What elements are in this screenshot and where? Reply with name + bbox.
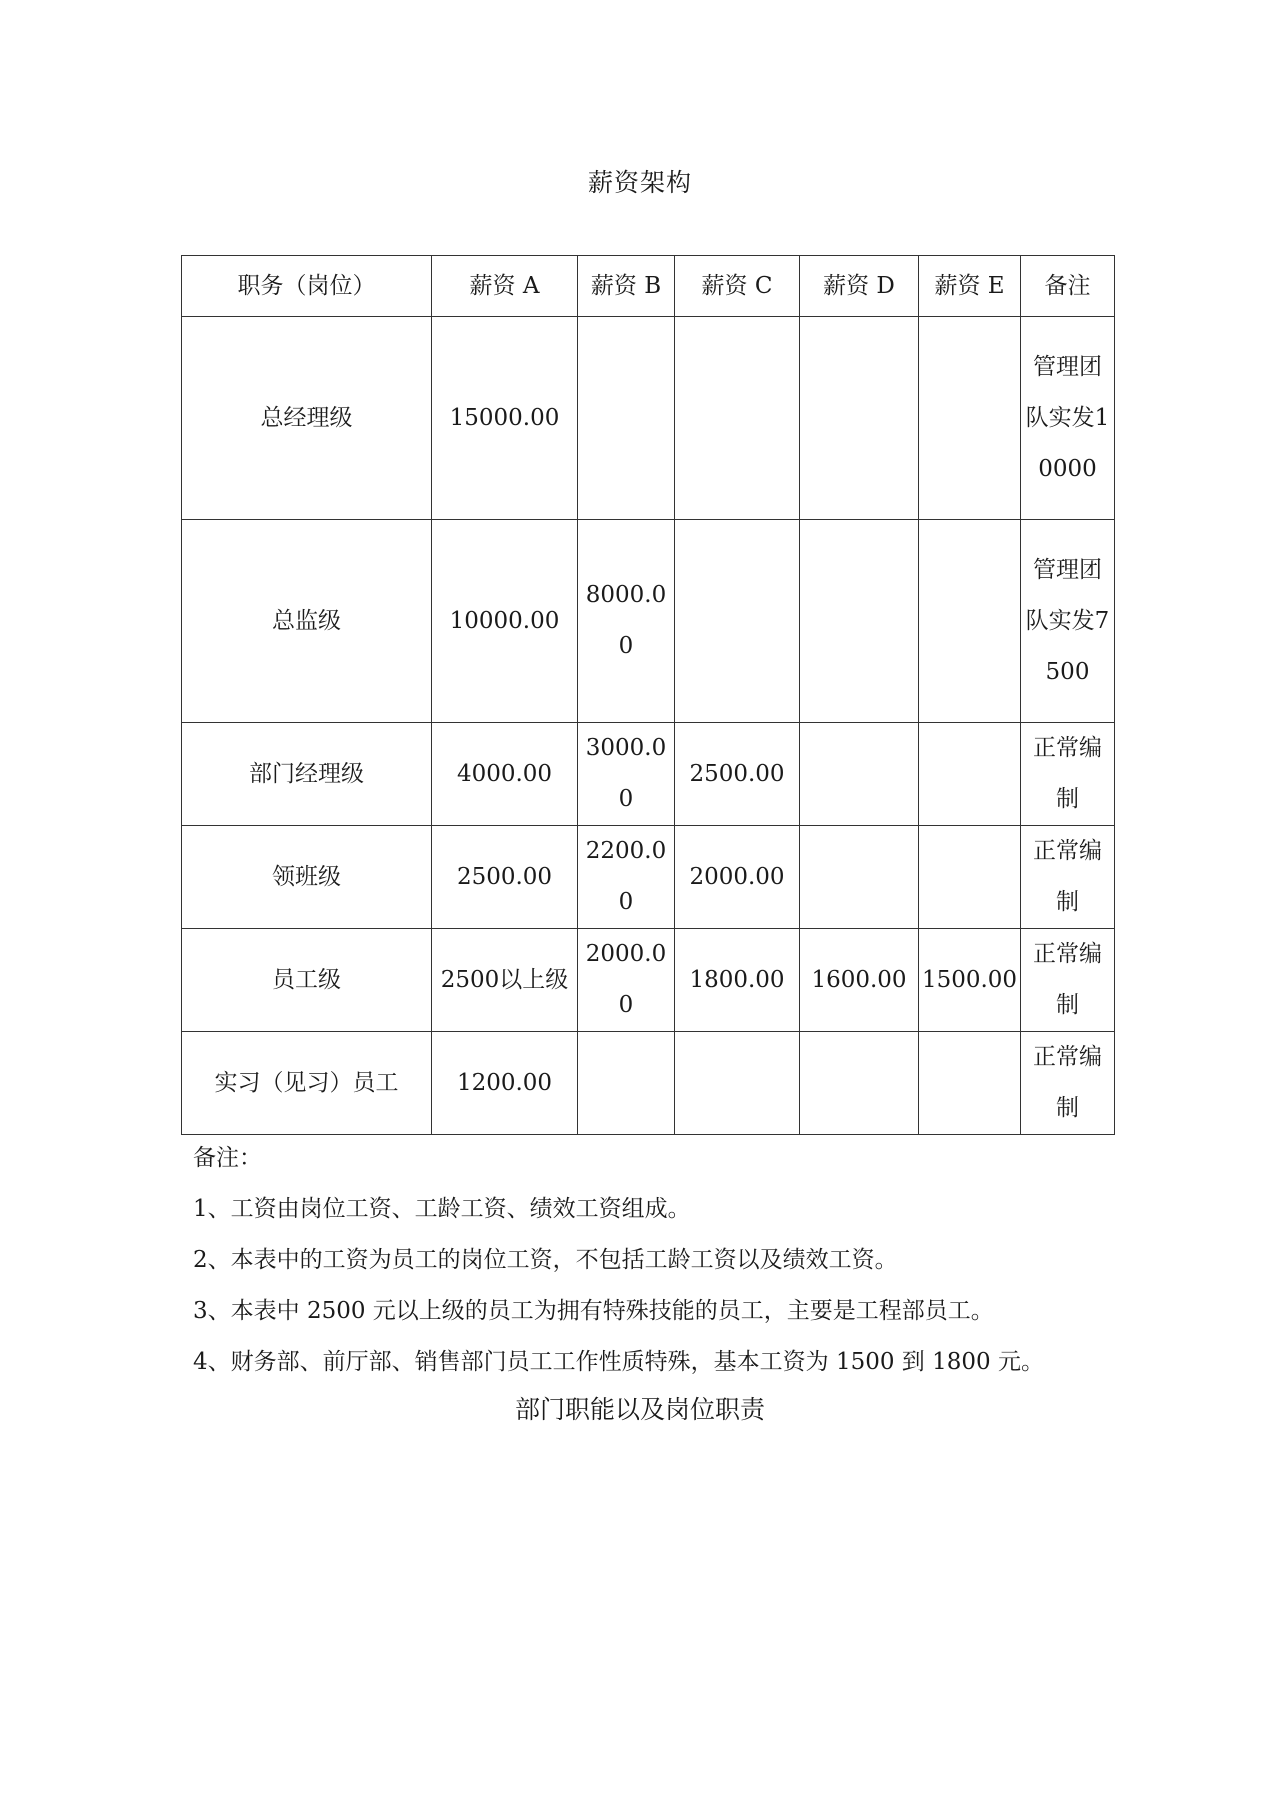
cell-position: 实习（见习）员工: [182, 1032, 432, 1135]
cell-position: 员工级: [182, 929, 432, 1032]
cell-salary-c: [675, 1032, 800, 1135]
cell-salary-a: 1200.00: [432, 1032, 578, 1135]
cell-salary-c: 2500.00: [675, 723, 800, 826]
cell-salary-e: [919, 826, 1021, 929]
note-item: 2、本表中的工资为员工的岗位工资，不包括工龄工资以及绩效工资。: [193, 1247, 898, 1273]
cell-salary-a: 10000.00: [432, 520, 578, 723]
table-row: [182, 826, 1115, 929]
table-row: [182, 317, 1115, 520]
cell-salary-a: 4000.00: [432, 723, 578, 826]
header-salary-c: 薪资 C: [675, 256, 800, 317]
cell-salary-d: [800, 723, 919, 826]
table-row: [182, 1032, 1115, 1135]
cell-remark: 正常编制: [1021, 1032, 1115, 1135]
cell-salary-d: [800, 826, 919, 929]
cell-salary-e: 1500.00: [919, 929, 1021, 1032]
header-salary-b: 薪资 B: [578, 256, 675, 317]
cell-salary-a: 2500以上级: [432, 929, 578, 1032]
cell-position: 领班级: [182, 826, 432, 929]
cell-remark: 管理团队实发7500: [1021, 520, 1115, 723]
cell-salary-c: 2000.00: [675, 826, 800, 929]
table-row: [182, 723, 1115, 826]
header-salary-d: 薪资 D: [800, 256, 919, 317]
cell-salary-a: 2500.00: [432, 826, 578, 929]
header-remark: 备注: [1021, 256, 1115, 317]
cell-salary-e: [919, 317, 1021, 520]
cell-position: 总经理级: [182, 317, 432, 520]
notes-heading: 备注：: [193, 1145, 262, 1171]
cell-position: 部门经理级: [182, 723, 432, 826]
header-salary-a: 薪资 A: [432, 256, 578, 317]
header-salary-e: 薪资 E: [919, 256, 1021, 317]
table-row: [182, 929, 1115, 1032]
next-section-title: 部门职能以及岗位职责: [514, 1395, 765, 1424]
cell-salary-c: [675, 520, 800, 723]
cell-remark: 正常编制: [1021, 723, 1115, 826]
cell-remark: 正常编制: [1021, 929, 1115, 1032]
cell-salary-c: [675, 317, 800, 520]
note-item: 1、工资由岗位工资、工龄工资、绩效工资组成。: [193, 1196, 691, 1222]
cell-salary-c: 1800.00: [675, 929, 800, 1032]
salary-table: [181, 255, 1115, 1135]
cell-remark: 正常编制: [1021, 826, 1115, 929]
table-header-row: [182, 256, 1115, 317]
table-row: [182, 520, 1115, 723]
cell-salary-b: 2200.00: [578, 826, 675, 929]
page-title: 薪资架构: [587, 168, 692, 197]
note-item: 3、本表中 2500 元以上级的员工为拥有特殊技能的员工，主要是工程部员工。: [193, 1298, 994, 1324]
note-item: 4、财务部、前厅部、销售部门员工工作性质特殊，基本工资为 1500 到 1800 元。: [193, 1349, 1044, 1375]
header-position: 职务（岗位）: [182, 256, 432, 317]
cell-remark: 管理团队实发10000: [1021, 317, 1115, 520]
cell-salary-e: [919, 723, 1021, 826]
cell-salary-b: 8000.00: [578, 520, 675, 723]
cell-salary-d: [800, 1032, 919, 1135]
cell-position: 总监级: [182, 520, 432, 723]
cell-salary-d: [800, 520, 919, 723]
cell-salary-b: 2000.00: [578, 929, 675, 1032]
notes-section: [193, 1133, 1193, 1388]
cell-salary-a: 15000.00: [432, 317, 578, 520]
cell-salary-b: [578, 317, 675, 520]
cell-salary-d: 1600.00: [800, 929, 919, 1032]
cell-salary-e: [919, 1032, 1021, 1135]
cell-salary-e: [919, 520, 1021, 723]
cell-salary-b: [578, 1032, 675, 1135]
cell-salary-b: 3000.00: [578, 723, 675, 826]
cell-salary-d: [800, 317, 919, 520]
